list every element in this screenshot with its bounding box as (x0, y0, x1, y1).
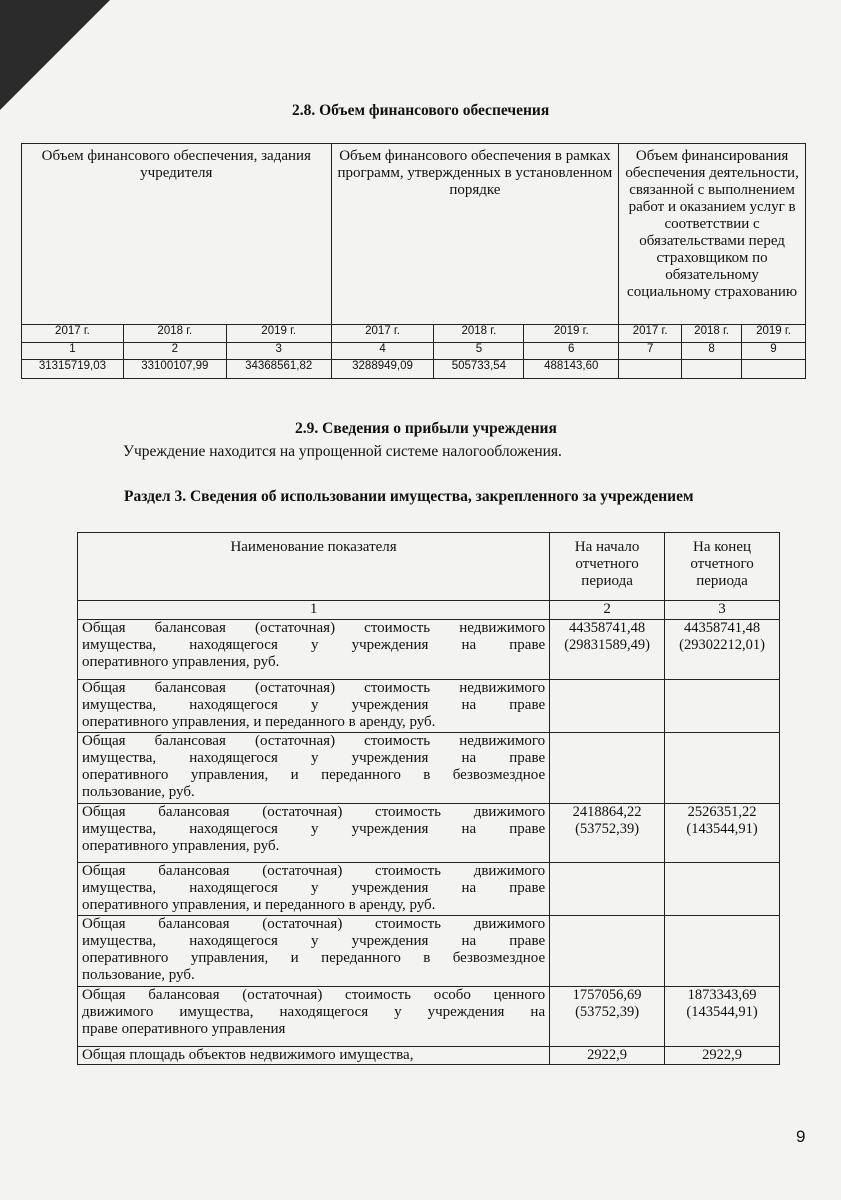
section-2-8-title: 2.8. Объем финансового обеспечения (292, 102, 550, 119)
financing-table (21, 143, 806, 379)
property-label-line: пользование, руб. (82, 784, 195, 800)
property-label-line: оперативного управления, и переданного в аренду, руб. (82, 714, 436, 730)
property-start-value-cell (550, 620, 665, 680)
year-cell: 2017 г. (22, 325, 124, 343)
property-end-value: (29302212,01) (679, 637, 765, 653)
property-header-start: На начало отчетного периода (550, 533, 665, 601)
col-number-cell: 6 (524, 343, 619, 360)
property-start-value: 1757056,69 (572, 987, 642, 1003)
property-start-value-cell (550, 863, 665, 916)
financing-header-insurance: Объем финансирования обеспечения деятельности, связанной с выполнением работ и оказанием услуг в соответствии с обязательствами перед страховщиком по обязательному социальному страхованию (619, 144, 806, 325)
property-label-cell (78, 680, 550, 733)
property-label-line: пользование, руб. (82, 967, 195, 983)
col-number-cell: 4 (331, 343, 434, 360)
col-number-cell: 3 (226, 343, 331, 360)
property-start-value: (53752,39) (575, 1004, 640, 1020)
property-header-end: На конец отчетного периода (665, 533, 780, 601)
property-start-value: 2418864,22 (572, 804, 642, 820)
property-label-line: Общая балансовая (остаточная) стоимость недвижимого (82, 733, 546, 749)
year-cell: 2018 г. (682, 325, 742, 343)
property-row (78, 620, 780, 680)
property-label-line: оперативного управления, и переданного в безвозмездное (82, 950, 546, 966)
property-end-value-cell (665, 916, 780, 987)
property-label-line: оперативного управления, и переданного в безвозмездное (82, 767, 546, 783)
section-3-title: Раздел 3. Сведения об использовании имущества, закрепленного за учреждением (124, 488, 694, 505)
year-cell: 2017 г. (331, 325, 434, 343)
property-label-line: оперативного управления, и переданного в аренду, руб. (82, 897, 436, 913)
property-end-value-cell (665, 733, 780, 804)
property-label-line: Общая балансовая (остаточная) стоимость недвижимого (82, 620, 546, 636)
col-number-cell: 5 (434, 343, 524, 360)
value-cell: 505733,54 (434, 360, 524, 379)
property-start-value-cell (550, 733, 665, 804)
property-table (77, 532, 780, 1065)
property-label-cell (78, 916, 550, 987)
scan-corner-shadow (0, 0, 110, 110)
property-end-value: 2922,9 (702, 1047, 742, 1063)
property-label-cell (78, 804, 550, 863)
property-label-line: Общая площадь объектов недвижимого имущества, (82, 1047, 414, 1063)
property-label-line: Общая балансовая (остаточная) стоимость движимого (82, 804, 546, 820)
property-label-line: Общая балансовая (остаточная) стоимость особо ценного (82, 987, 546, 1003)
property-label-cell (78, 733, 550, 804)
property-start-value: 44358741,48 (569, 620, 646, 636)
property-col-number: 2 (550, 601, 665, 620)
property-row (78, 680, 780, 733)
property-label-line: Общая балансовая (остаточная) стоимость движимого (82, 863, 546, 879)
property-label-line: имущества, находящегося у учреждения на праве (82, 880, 546, 896)
value-cell: 488143,60 (524, 360, 619, 379)
property-label-line: имущества, находящегося у учреждения на праве (82, 933, 546, 949)
financing-header-programs: Объем финансового обеспечения в рамках программ, утвержденных в установленном порядке (331, 144, 619, 325)
property-label-line: Общая балансовая (остаточная) стоимость движимого (82, 916, 546, 932)
value-cell (682, 360, 742, 379)
page-number: 9 (796, 1127, 806, 1146)
property-col-number: 1 (78, 601, 550, 620)
property-start-value: (53752,39) (575, 821, 640, 837)
year-cell: 2018 г. (123, 325, 226, 343)
property-start-value-cell (550, 916, 665, 987)
property-end-value-cell (665, 863, 780, 916)
property-col-number: 3 (665, 601, 780, 620)
property-start-value: (29831589,49) (564, 637, 650, 653)
property-row (78, 1047, 780, 1065)
property-label-line: имущества, находящегося у учреждения на праве (82, 750, 546, 766)
value-cell (742, 360, 806, 379)
property-end-value: 1873343,69 (687, 987, 757, 1003)
property-start-value: 2922,9 (587, 1047, 628, 1063)
property-label-cell (78, 863, 550, 916)
property-start-value-cell (550, 987, 665, 1047)
financing-header-founder: Объем финансового обеспечения, задания учредителя (22, 144, 332, 325)
value-cell: 33100107,99 (123, 360, 226, 379)
property-end-value-cell (665, 804, 780, 863)
col-number-cell: 8 (682, 343, 742, 360)
property-label-cell (78, 1047, 550, 1065)
year-cell: 2019 г. (226, 325, 331, 343)
col-number-cell: 7 (619, 343, 682, 360)
property-label-line: оперативного управления, руб. (82, 838, 280, 854)
section-2-9-title: 2.9. Сведения о прибыли учреждения (295, 420, 557, 437)
year-cell: 2019 г. (742, 325, 806, 343)
values-row (22, 360, 806, 379)
property-row (78, 987, 780, 1047)
property-start-value-cell (550, 680, 665, 733)
property-end-value-cell (665, 1047, 780, 1065)
property-label-line: имущества, находящегося у учреждения на праве (82, 637, 546, 653)
property-label-cell (78, 987, 550, 1047)
property-header-name: Наименование показателя (78, 533, 550, 601)
value-cell: 34368561,82 (226, 360, 331, 379)
property-end-value: (143544,91) (686, 1004, 758, 1020)
property-end-value-cell (665, 620, 780, 680)
property-end-value-cell (665, 680, 780, 733)
tax-system-text: Учреждение находится на упрощенной системе налогообложения. (123, 443, 562, 460)
col-number-cell: 1 (22, 343, 124, 360)
property-end-value-cell (665, 987, 780, 1047)
col-number-row (22, 343, 806, 360)
value-cell (619, 360, 682, 379)
property-start-value-cell (550, 1047, 665, 1065)
col-number-cell: 9 (742, 343, 806, 360)
property-label-line: оперативного управления, руб. (82, 654, 280, 670)
years-row (22, 325, 806, 343)
property-label-line: движимого имущества, находящегося у учреждения на (82, 1004, 546, 1020)
property-end-value: 44358741,48 (683, 620, 761, 636)
property-row (78, 733, 780, 804)
col-number-cell: 2 (123, 343, 226, 360)
year-cell: 2019 г. (524, 325, 619, 343)
property-label-line: имущества, находящегося у учреждения на праве (82, 821, 546, 837)
value-cell: 31315719,03 (22, 360, 124, 379)
value-cell: 3288949,09 (331, 360, 434, 379)
property-end-value: (143544,91) (686, 821, 758, 837)
property-label-line: имущества, находящегося у учреждения на праве (82, 697, 546, 713)
property-row (78, 863, 780, 916)
property-end-value: 2526351,22 (687, 804, 757, 820)
property-label-cell (78, 620, 550, 680)
property-row (78, 804, 780, 863)
year-cell: 2018 г. (434, 325, 524, 343)
property-start-value-cell (550, 804, 665, 863)
property-row (78, 916, 780, 987)
property-label-line: Общая балансовая (остаточная) стоимость недвижимого (82, 680, 546, 696)
year-cell: 2017 г. (619, 325, 682, 343)
property-label-line: праве оперативного управления (82, 1021, 286, 1037)
